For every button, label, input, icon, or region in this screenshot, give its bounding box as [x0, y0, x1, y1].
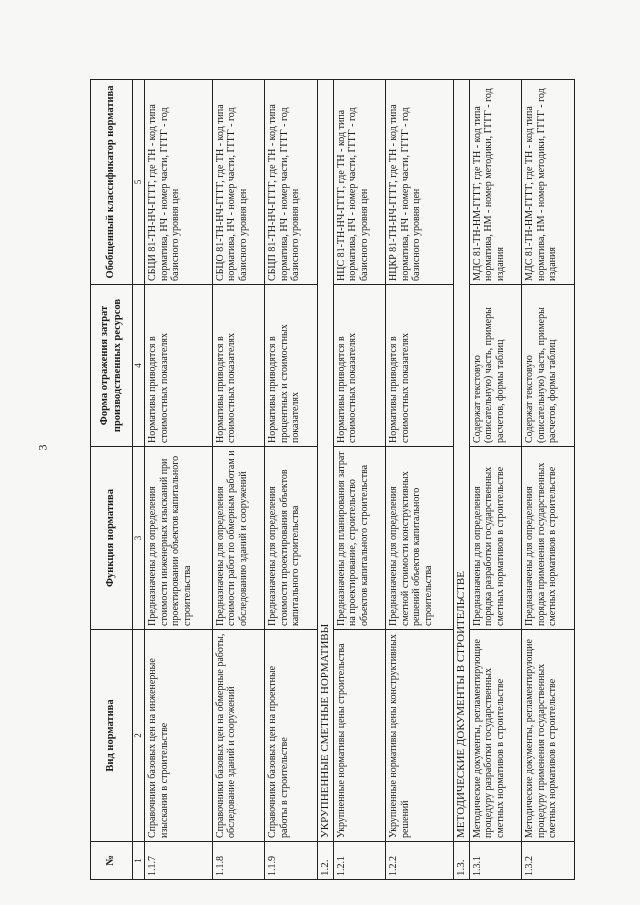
- classifier-cell: НЦКР 81-ТН-НЧ-ГГГГ, где ТН - код типа норматива, НЧ - номер части, ГГГГ - год базисного уровня цен: [386, 80, 454, 285]
- classifier-cell: СБЦП 81-ТН-НЧ-ГГГГ, где ТН - код типа норматива, НЧ - номер части, ГГГГ - год базисного уровня цен: [265, 80, 317, 285]
- row-number-cell: 1.2.1: [333, 842, 385, 880]
- normative-function-cell: Предназначены для определения сметной стоимости конструктивных решений объектов капитального строительства: [386, 447, 454, 630]
- table-row: [386, 80, 454, 880]
- row-number-cell: 1.1.9: [265, 842, 317, 880]
- table-row: [522, 80, 575, 880]
- cost-form-cell: Нормативы приводятся в стоимостных показателях: [333, 285, 385, 447]
- cost-form-cell: Нормативы приводятся в стоимостных показателях: [145, 285, 213, 447]
- section-header-row: [317, 80, 333, 880]
- normative-function-cell: Предназначены для определения порядка применения государственных сметных нормативов в строительстве: [522, 447, 575, 630]
- section-number: 1.3.: [453, 842, 469, 880]
- normative-type-cell: Справочники базовых цен на проектные работы в строительстве: [265, 630, 317, 842]
- classifier-cell: СБЦО 81-ТН-НЧ-ГГГГ, где ТН - код типа норматива, НЧ - номер части, ГГГГ - год базисного уровня цен: [212, 80, 264, 285]
- section-title: МЕТОДИЧЕСКИЕ ДОКУМЕНТЫ В СТРОИТЕЛЬСТВЕ: [453, 80, 469, 842]
- table-row: [212, 80, 264, 880]
- normative-function-cell: Предназначены для определения стоимости инженерных изысканий при проектировании объектов капитального строительства: [145, 447, 213, 630]
- normative-type-cell: Справочники базовых цен на обмерные работы, обследование зданий и сооружений: [212, 630, 264, 842]
- row-number-cell: 1.1.8: [212, 842, 264, 880]
- classifier-cell: НЦС 81-ТН-НЧ-ГГГГ, где ТН - код типа норматива, НЧ - номер части, ГГГГ - год базисного уровня цен: [333, 80, 385, 285]
- normative-type-cell: Укрупненные нормативы цены строительства: [333, 630, 385, 842]
- section-header-row: [453, 80, 469, 880]
- normative-type-cell: Методические документы, регламентирующие процедуру разработки государственных сметных нормативов в строительстве: [469, 630, 521, 842]
- normative-function-cell: Предназначены для определения порядка разработки государственных сметных нормативов в строительстве: [469, 447, 521, 630]
- cost-form-cell: Нормативы приводятся в процентных и стоимостных показателях: [265, 285, 317, 447]
- column-number: 1: [133, 842, 145, 880]
- cost-form-cell: Содержат текстовую (описательную) часть, примеры расчетов, формы таблиц: [522, 285, 575, 447]
- page-number: 3: [35, 444, 50, 451]
- cost-form-cell: Нормативы приводятся в стоимостных показателях: [386, 285, 454, 447]
- normative-function-cell: Предназначены для определения стоимости работ по обмерным работам и обследованию зданий и сооружений: [212, 447, 264, 630]
- normative-type-cell: Методические документы, регламентирующие процедуру применения государственных сметных нормативов в строительстве: [522, 630, 575, 842]
- normative-function-cell: Предназначены для планирования затрат на проектирование, строительство объектов капитального строительства: [333, 447, 385, 630]
- column-number: 3: [133, 447, 145, 630]
- row-number-cell: 1.1.7: [145, 842, 213, 880]
- header-row: [91, 80, 133, 880]
- header-cell-function: Функция норматива: [91, 447, 133, 630]
- header-cell-classifier: Обобщенный классификатор норматива: [91, 80, 133, 285]
- classifier-cell: МДС 81-ТН-НМ-ГГГГ, где ТН - код типа норматива, НМ - номер методики, ГГГГ - год издания: [469, 80, 521, 285]
- cost-form-cell: Содержат текстовую (описательную) часть, примеры расчетов, формы таблиц: [469, 285, 521, 447]
- column-number-row: [133, 80, 145, 880]
- header-cell-form: Форма отражения затрат производственных ресурсов: [91, 285, 133, 447]
- row-number-cell: 1.3.1: [469, 842, 521, 880]
- table-row: [333, 80, 385, 880]
- table-body: [145, 80, 575, 880]
- table-row: [469, 80, 521, 880]
- section-number: 1.2.: [317, 842, 333, 880]
- table-row: [265, 80, 317, 880]
- table-row: [145, 80, 213, 880]
- classifier-cell: СБЦИ 81-ТН-НЧ-ГГГГ, где ТН - код типа норматива, НЧ - номер части, ГГГГ - год базисного уровня цен: [145, 80, 213, 285]
- classifier-cell: МДС 81-ТН-НМ-ГГГГ, где ТН - код типа норматива, НМ - номер методики, ГГГГ - год издания: [522, 80, 575, 285]
- normatives-table: [90, 79, 575, 880]
- normative-type-cell: Укрупненные нормативы цены конструктивных решений: [386, 630, 454, 842]
- normative-type-cell: Справочники базовых цен на инженерные изыскания в строительстве: [145, 630, 213, 842]
- normative-function-cell: Предназначены для определения стоимости проектирования объектов капитального строительства: [265, 447, 317, 630]
- header-cell-number: №: [91, 842, 133, 880]
- column-number: 5: [133, 80, 145, 285]
- rotated-table-wrapper: [90, 80, 575, 880]
- row-number-cell: 1.3.2: [522, 842, 575, 880]
- column-number: 4: [133, 285, 145, 447]
- column-number: 2: [133, 630, 145, 842]
- header-cell-type: Вид норматива: [91, 630, 133, 842]
- section-title: УКРУПНЕННЫЕ СМЕТНЫЕ НОРМАТИВЫ: [317, 80, 333, 842]
- row-number-cell: 1.2.2: [386, 842, 454, 880]
- cost-form-cell: Нормативы приводятся в стоимостных показателях: [212, 285, 264, 447]
